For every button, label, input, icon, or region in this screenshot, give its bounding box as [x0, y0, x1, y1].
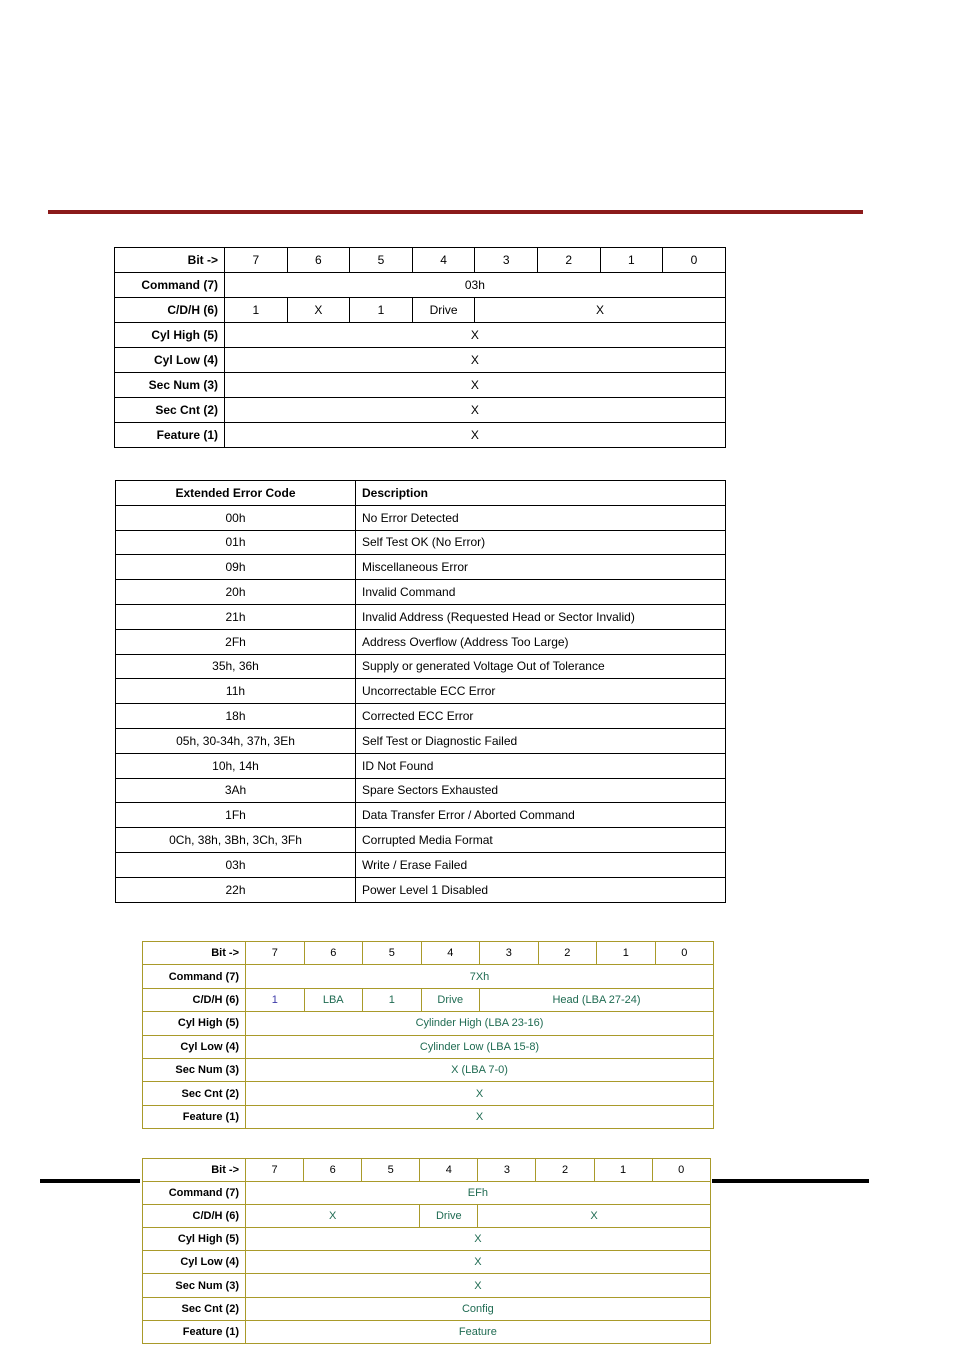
error-code: 03h — [116, 852, 356, 877]
error-description: Invalid Address (Requested Head or Sector Invalid) — [356, 604, 726, 629]
header-description: Description — [356, 481, 726, 506]
cdh-low-bits: X — [478, 1205, 710, 1228]
cyl-high-label: Cyl High (5) — [143, 1228, 246, 1251]
error-row — [116, 728, 726, 753]
error-row — [116, 803, 726, 828]
error-row — [116, 679, 726, 704]
sec-num-row — [143, 1058, 714, 1081]
bit-label: Bit -> — [115, 248, 225, 273]
register-table-set-features — [142, 1158, 711, 1344]
error-row — [116, 555, 726, 580]
command-value: 03h — [225, 273, 726, 298]
cyl-low-label: Cyl Low (4) — [143, 1251, 246, 1274]
cyl-high-value: Cylinder High (LBA 23-16) — [246, 1012, 714, 1035]
error-description: Self Test OK (No Error) — [356, 530, 726, 555]
error-description: Miscellaneous Error — [356, 555, 726, 580]
bit-4: 4 — [421, 942, 480, 965]
cdh-label: C/D/H (6) — [143, 988, 246, 1011]
error-description: Write / Erase Failed — [356, 852, 726, 877]
cdh-bit5: 1 — [350, 298, 413, 323]
register-table-diagnostic — [114, 247, 726, 448]
sec-num-value: X — [246, 1274, 711, 1297]
error-code: 20h — [116, 580, 356, 605]
sec-cnt-row — [143, 1082, 714, 1105]
command-value: EFh — [246, 1182, 711, 1205]
error-row — [116, 753, 726, 778]
command-label: Command (7) — [115, 273, 225, 298]
sec-cnt-value: Config — [246, 1297, 711, 1320]
error-description: Corrupted Media Format — [356, 828, 726, 853]
sec-num-label: Sec Num (3) — [115, 373, 225, 398]
error-code: 18h — [116, 704, 356, 729]
bit-0: 0 — [652, 1159, 710, 1182]
error-description: Uncorrectable ECC Error — [356, 679, 726, 704]
command-label: Command (7) — [143, 965, 246, 988]
sec-num-label: Sec Num (3) — [143, 1274, 246, 1297]
bit-label: Bit -> — [143, 1159, 246, 1182]
bit-row — [143, 1159, 711, 1182]
feature-row — [143, 1320, 711, 1343]
error-description: ID Not Found — [356, 753, 726, 778]
error-code: 05h, 30-34h, 37h, 3Eh — [116, 728, 356, 753]
error-code: 2Fh — [116, 629, 356, 654]
cyl-low-label: Cyl Low (4) — [115, 348, 225, 373]
error-code-table — [115, 480, 726, 903]
error-row — [116, 852, 726, 877]
bit-0: 0 — [655, 942, 714, 965]
feature-value: X — [225, 423, 726, 448]
cyl-high-label: Cyl High (5) — [115, 323, 225, 348]
cyl-low-label: Cyl Low (4) — [143, 1035, 246, 1058]
cyl-low-row — [115, 348, 726, 373]
cdh-head-bits: Head (LBA 27-24) — [480, 988, 714, 1011]
bit-6: 6 — [304, 942, 363, 965]
bit-1: 1 — [594, 1159, 652, 1182]
cdh-bit6: LBA — [304, 988, 363, 1011]
command-row — [115, 273, 726, 298]
cyl-low-value: X — [225, 348, 726, 373]
sec-cnt-label: Sec Cnt (2) — [143, 1297, 246, 1320]
bit-2: 2 — [538, 942, 597, 965]
error-description: Corrected ECC Error — [356, 704, 726, 729]
error-code: 1Fh — [116, 803, 356, 828]
bit-2: 2 — [537, 248, 600, 273]
sec-num-row — [115, 373, 726, 398]
error-code: 21h — [116, 604, 356, 629]
sec-num-value: X (LBA 7-0) — [246, 1058, 714, 1081]
error-code: 10h, 14h — [116, 753, 356, 778]
cdh-row — [143, 988, 714, 1011]
cyl-high-label: Cyl High (5) — [143, 1012, 246, 1035]
footer-rule-left — [40, 1179, 140, 1183]
cyl-high-value: X — [246, 1228, 711, 1251]
error-row — [116, 654, 726, 679]
bit-5: 5 — [363, 942, 422, 965]
sec-cnt-value: X — [225, 398, 726, 423]
error-row — [116, 580, 726, 605]
cyl-high-value: X — [225, 323, 726, 348]
cdh-bit7: 1 — [246, 988, 305, 1011]
feature-row — [115, 423, 726, 448]
sec-cnt-row — [115, 398, 726, 423]
bit-6: 6 — [304, 1159, 362, 1182]
cdh-bit7: 1 — [225, 298, 288, 323]
bit-label: Bit -> — [143, 942, 246, 965]
bit-7: 7 — [225, 248, 288, 273]
register-table-lba — [142, 941, 714, 1129]
cdh-bit5: 1 — [363, 988, 422, 1011]
error-row — [116, 505, 726, 530]
feature-value: X — [246, 1105, 714, 1128]
cdh-low-bits: X — [475, 298, 725, 323]
error-code: 00h — [116, 505, 356, 530]
bit-5: 5 — [350, 248, 413, 273]
cdh-high-bits: X — [246, 1205, 420, 1228]
cdh-bit4: Drive — [412, 298, 475, 323]
sec-num-row — [143, 1274, 711, 1297]
footer-rule-right — [712, 1179, 869, 1183]
cdh-row — [115, 298, 726, 323]
bit-5: 5 — [362, 1159, 420, 1182]
error-code: 01h — [116, 530, 356, 555]
error-description: Spare Sectors Exhausted — [356, 778, 726, 803]
bit-4: 4 — [412, 248, 475, 273]
sec-cnt-row — [143, 1297, 711, 1320]
bit-row — [143, 942, 714, 965]
bit-3: 3 — [475, 248, 538, 273]
feature-label: Feature (1) — [115, 423, 225, 448]
error-code: 0Ch, 38h, 3Bh, 3Ch, 3Fh — [116, 828, 356, 853]
command-value: 7Xh — [246, 965, 714, 988]
sec-cnt-label: Sec Cnt (2) — [115, 398, 225, 423]
cyl-low-value: X — [246, 1251, 711, 1274]
error-code: 3Ah — [116, 778, 356, 803]
error-code: 11h — [116, 679, 356, 704]
command-row — [143, 1182, 711, 1205]
bit-0: 0 — [663, 248, 726, 273]
error-description: No Error Detected — [356, 505, 726, 530]
feature-label: Feature (1) — [143, 1105, 246, 1128]
error-description: Data Transfer Error / Aborted Command — [356, 803, 726, 828]
feature-value: Feature — [246, 1320, 711, 1343]
error-row — [116, 629, 726, 654]
cyl-low-value: Cylinder Low (LBA 15-8) — [246, 1035, 714, 1058]
cdh-label: C/D/H (6) — [143, 1205, 246, 1228]
command-row — [143, 965, 714, 988]
cyl-low-row — [143, 1035, 714, 1058]
header-code: Extended Error Code — [116, 481, 356, 506]
bit-1: 1 — [600, 248, 663, 273]
error-row — [116, 604, 726, 629]
bit-4: 4 — [420, 1159, 478, 1182]
bit-2: 2 — [536, 1159, 594, 1182]
cdh-label: C/D/H (6) — [115, 298, 225, 323]
error-row — [116, 877, 726, 902]
cdh-bit6: X — [287, 298, 350, 323]
bit-1: 1 — [597, 942, 656, 965]
error-description: Address Overflow (Address Too Large) — [356, 629, 726, 654]
header-rule — [48, 210, 863, 214]
error-description: Power Level 1 Disabled — [356, 877, 726, 902]
cdh-row — [143, 1205, 711, 1228]
error-row — [116, 530, 726, 555]
cyl-high-row — [143, 1228, 711, 1251]
bit-3: 3 — [478, 1159, 536, 1182]
error-description: Invalid Command — [356, 580, 726, 605]
feature-label: Feature (1) — [143, 1320, 246, 1343]
feature-row — [143, 1105, 714, 1128]
error-description: Supply or generated Voltage Out of Tolerance — [356, 654, 726, 679]
command-label: Command (7) — [143, 1182, 246, 1205]
cdh-bit4: Drive — [421, 988, 480, 1011]
cyl-low-row — [143, 1251, 711, 1274]
error-code: 35h, 36h — [116, 654, 356, 679]
sec-num-value: X — [225, 373, 726, 398]
error-row — [116, 828, 726, 853]
cyl-high-row — [143, 1012, 714, 1035]
error-code: 09h — [116, 555, 356, 580]
bit-6: 6 — [287, 248, 350, 273]
bit-7: 7 — [246, 1159, 304, 1182]
sec-cnt-value: X — [246, 1082, 714, 1105]
sec-num-label: Sec Num (3) — [143, 1058, 246, 1081]
error-code: 22h — [116, 877, 356, 902]
error-row — [116, 704, 726, 729]
cyl-high-row — [115, 323, 726, 348]
bit-7: 7 — [246, 942, 305, 965]
bit-row — [115, 248, 726, 273]
error-row — [116, 778, 726, 803]
bit-3: 3 — [480, 942, 539, 965]
sec-cnt-label: Sec Cnt (2) — [143, 1082, 246, 1105]
error-description: Self Test or Diagnostic Failed — [356, 728, 726, 753]
cdh-bit4: Drive — [420, 1205, 478, 1228]
error-table-header — [116, 481, 726, 506]
